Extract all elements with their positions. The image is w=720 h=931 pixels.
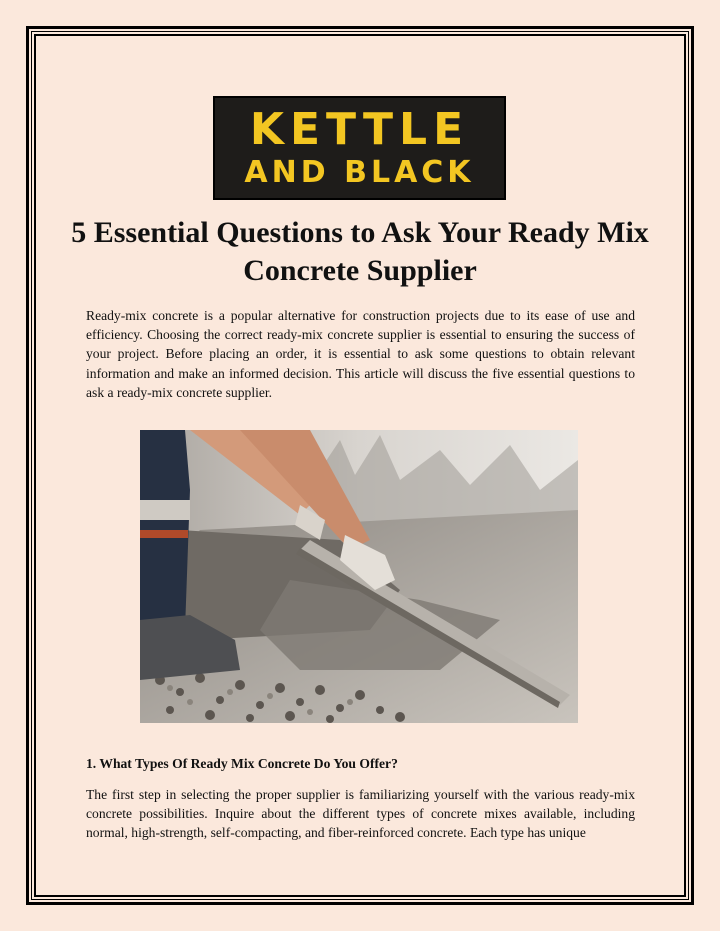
concrete-leveling-photo: [140, 430, 578, 723]
article-title: 5 Essential Questions to Ask Your Ready Mix Concrete Supplier: [71, 216, 649, 287]
section-heading-1: 1. What Types Of Ready Mix Concrete Do You Offer?: [86, 756, 398, 771]
photo-illustration: [140, 430, 578, 723]
section-paragraph-1: The first step in selecting the proper supplier is familiarizing yourself with the various ready-mix concrete possibilities. Inquire about the different types of concrete mixes available, including normal, high-strength, self-compacting, and fiber-reinforced concrete. Each type has unique: [86, 787, 635, 841]
logo-text-line1: KETTLE: [249, 104, 470, 155]
logo-text-line2: AND BLACK: [244, 155, 475, 190]
kettle-and-black-logo: [213, 96, 506, 200]
intro-paragraph: Ready-mix concrete is a popular alternative for construction projects due to its ease of use and efficiency. Choosing the correct ready-mix concrete supplier is essential to ensuring the success of your project. Before placing an order, it is essential to ask some questions to obtain relevant information and make an informed decision. This article will discuss the five essential questions to ask a ready-mix concrete supplier.: [86, 308, 635, 400]
